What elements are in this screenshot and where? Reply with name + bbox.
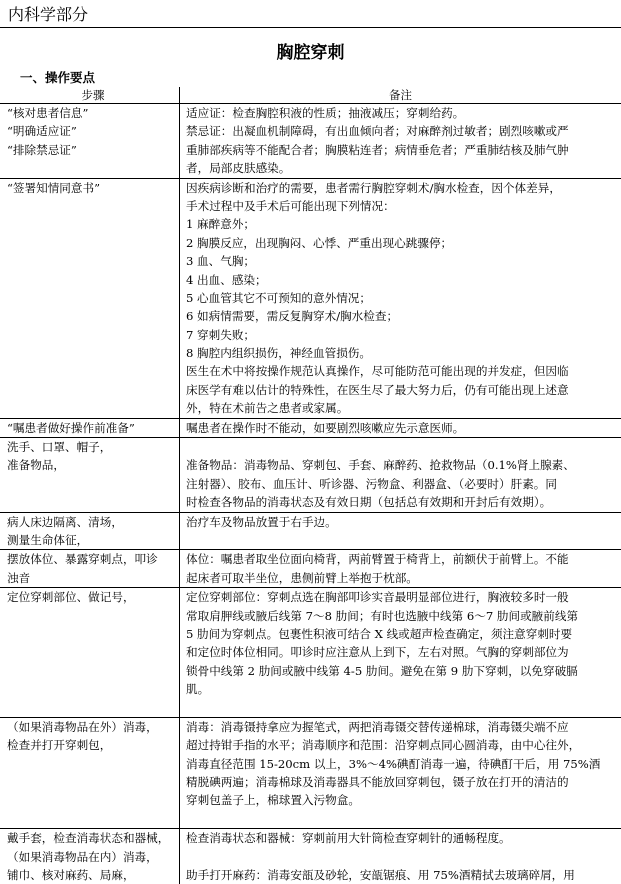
step-line xyxy=(7,791,179,809)
table-row xyxy=(0,829,621,884)
note-line: 准备物品：消毒物品、穿刺包、手套、麻醉药、抢救物品（0.1%肾上腺素、 xyxy=(186,458,575,473)
step-cell xyxy=(0,438,179,512)
note-line: 助手打开麻药：消毒安瓿及砂轮，安瓿锯痕、用 75%酒精拭去玻璃碎屑，用 xyxy=(186,868,575,883)
note-cell xyxy=(179,588,621,717)
note-line: 医生在术中将按操作规范认真操作，尽可能防范可能出现的并发症，但因临 xyxy=(186,364,569,379)
step-line: （如果消毒物品在内）消毒， xyxy=(7,849,158,864)
note-line: 手术过程中及手术后可能出现下列情况： xyxy=(186,198,395,213)
document-title: 胸腔穿刺 xyxy=(276,43,345,63)
header-note: 备注 xyxy=(179,87,621,103)
note-line: 5 肋间为穿刺点。包裹性积液可结合 X 线或超声检查确定，须注意穿刺时要 xyxy=(186,626,573,641)
step-line xyxy=(7,271,179,289)
note-cell xyxy=(179,438,621,512)
step-line xyxy=(7,475,179,493)
step-line xyxy=(7,215,179,233)
step-line: 定位穿刺部位、做记号， xyxy=(7,590,135,605)
note-line: 外，特在术前告之患者或家属。 xyxy=(186,401,349,416)
note-line: 禁忌证：出凝血机制障碍，有出血倾向者；对麻醉剂过敏者；剧烈咳嗽或严 xyxy=(186,124,569,139)
step-line: “排除禁忌证” xyxy=(7,142,77,157)
step-line xyxy=(7,344,179,362)
top-rule xyxy=(0,27,621,28)
note-cell xyxy=(179,104,621,178)
step-line xyxy=(7,493,179,511)
step-line xyxy=(7,399,179,417)
step-line xyxy=(7,699,179,717)
step-line: （如果消毒物品在外）消毒， xyxy=(7,719,158,734)
table-row xyxy=(0,419,621,437)
step-line: 戴手套，检查消毒状态和器械， xyxy=(7,831,170,846)
step-line: 检查并打开穿刺包， xyxy=(7,738,112,753)
step-line xyxy=(7,755,179,773)
step-line: 浊音 xyxy=(7,570,31,585)
note-line: 肌。 xyxy=(186,682,210,697)
note-line: 重肺部疾病等不能配合者；胸膜粘连者；病情垂危者；严重肺结核及肺气肿 xyxy=(186,142,569,157)
step-line xyxy=(7,625,179,643)
step-line: 准备物品， xyxy=(7,458,65,473)
step-line: 测量生命体征， xyxy=(7,532,89,547)
step-line: 铺巾、核对麻药、局麻， xyxy=(7,868,135,883)
step-line: 病人床边隔离、清场， xyxy=(7,514,123,529)
step-cell xyxy=(0,550,179,587)
step-line xyxy=(7,381,179,399)
note-line: 因疾病诊断和治疗的需要，患者需行胸腔穿刺术/胸水检查，因个体差异， xyxy=(186,180,561,195)
table-row xyxy=(0,718,621,828)
note-line xyxy=(186,699,615,717)
note-line: 6 如病情需要，需反复胸穿术/胸水检查； xyxy=(186,309,399,324)
step-line xyxy=(7,234,179,252)
step-cell xyxy=(0,829,179,884)
note-line: 消毒直径范围 15-20cm 以上，3%～4%碘酊消毒一遍，待碘酊干后，用 75%酒 xyxy=(186,756,601,771)
table-body xyxy=(0,104,621,884)
note-line: 定位穿刺部位：穿刺点选在胸部叩诊实音最明显部位进行，胸液较多时一般 xyxy=(186,590,569,605)
table-row xyxy=(0,550,621,587)
step-line xyxy=(7,662,179,680)
note-line: 床医学有难以估计的特殊性，在医生尽了最大努力后，仍有可能出现上述意 xyxy=(186,382,569,397)
note-line: 治疗车及物品放置于右手边。 xyxy=(186,514,337,529)
note-line: 者，局部皮肤感染。 xyxy=(186,161,291,176)
note-line: 穿刺包盖子上，棉球置入污物盒。 xyxy=(186,793,360,808)
note-line: 常取肩胛线或腋后线第 7～8 肋间；有时也选腋中线第 6～7 肋间或腋前线第 xyxy=(186,608,579,623)
note-line: 锁骨中线第 2 肋间或腋中线第 4-5 肋间。避免在第 9 肋下穿刺，以免穿破膈 xyxy=(186,663,578,678)
table-row xyxy=(0,104,621,178)
step-line: 洗手、口罩、帽子， xyxy=(7,440,112,455)
step-line xyxy=(7,680,179,698)
step-cell xyxy=(0,419,179,437)
note-cell xyxy=(179,513,621,550)
note-line: 8 胸腔内组织损伤，神经血管损伤。 xyxy=(186,346,371,361)
step-line: “签署知情同意书” xyxy=(7,180,101,195)
table-row xyxy=(0,588,621,717)
note-cell xyxy=(179,179,621,418)
step-line xyxy=(7,326,179,344)
note-line: 精脱碘两遍；消毒棉球及消毒器具不能放回穿刺包，镊子放在打开的清洁的 xyxy=(186,775,569,790)
subsection-heading: 一、操作要点 xyxy=(20,70,96,85)
note-line: 起床者可取半坐位，患侧前臂上举抱于枕部。 xyxy=(186,570,418,585)
note-line: 适应证：检查胸腔积液的性质；抽液减压；穿刺给药。 xyxy=(186,106,465,120)
note-line: 3 血、气胸； xyxy=(186,254,256,269)
note-line: 注射器）、胶布、血压计、听诊器、污物盒、利器盒、（必要时）肝素。同 xyxy=(186,476,557,491)
note-line: 4 出血、感染； xyxy=(186,272,267,287)
step-cell xyxy=(0,179,179,418)
note-cell xyxy=(179,550,621,587)
table-header xyxy=(0,87,621,103)
step-line xyxy=(7,643,179,661)
note-line: 嘱患者在操作时不能动，如要剧烈咳嗽应先示意医师。 xyxy=(186,420,465,435)
table-row xyxy=(0,513,621,550)
note-line xyxy=(186,531,615,549)
step-line xyxy=(7,197,179,215)
step-line xyxy=(7,362,179,380)
step-cell xyxy=(0,718,179,828)
note-cell xyxy=(179,718,621,828)
step-line xyxy=(7,773,179,791)
step-cell xyxy=(0,513,179,550)
step-cell xyxy=(0,104,179,178)
step-line xyxy=(7,289,179,307)
step-line xyxy=(7,307,179,325)
step-cell xyxy=(0,588,179,717)
note-line: 1 麻醉意外； xyxy=(186,217,256,232)
note-line: 时检查各物品的消毒状态及有效日期（包括总有效期和开封后有效期）。 xyxy=(186,495,552,510)
note-cell xyxy=(179,829,621,884)
note-line: 5 心血管其它不可预知的意外情况； xyxy=(186,290,371,305)
step-line xyxy=(7,810,179,828)
note-line: 体位：嘱患者取坐位面向椅背，两前臂置于椅背上，前额伏于前臂上。不能 xyxy=(186,552,569,567)
step-line xyxy=(7,252,179,270)
step-line: “嘱患者做好操作前准备” xyxy=(7,420,135,435)
note-line: 7 穿刺失败； xyxy=(186,327,256,342)
note-line xyxy=(186,810,615,828)
note-line xyxy=(186,438,615,456)
note-line: 2 胸膜反应，出现胸闷、心悸、严重出现心跳骤停； xyxy=(186,235,453,250)
step-line: “核对患者信息” xyxy=(7,106,89,120)
header-step: 步骤 xyxy=(81,88,105,102)
note-line xyxy=(186,848,615,866)
note-line: 和定位时体位相同。叩诊时应注意从上到下，左右对照。气胸的穿刺部位为 xyxy=(186,645,569,660)
note-line: 消毒：消毒镊持拿应为握笔式，两把消毒镊交替传递棉球，消毒镊尖端不应 xyxy=(186,719,569,734)
step-line xyxy=(7,607,179,625)
table-row xyxy=(0,438,621,512)
note-line: 超过持钳手指的水平；消毒顺序和范围：沿穿刺点同心圆消毒，由中心往外， xyxy=(186,738,581,753)
procedure-table xyxy=(0,87,621,884)
step-line: “明确适应证” xyxy=(7,124,77,139)
note-line: 检查消毒状态和器械：穿刺前用大针筒检查穿刺针的通畅程度。 xyxy=(186,831,511,846)
table-row xyxy=(0,179,621,418)
note-cell xyxy=(179,419,621,437)
step-line: 摆放体位、暴露穿刺点，叩诊 xyxy=(7,552,158,567)
step-line xyxy=(7,159,179,177)
section-title: 内科学部分 xyxy=(8,5,89,24)
